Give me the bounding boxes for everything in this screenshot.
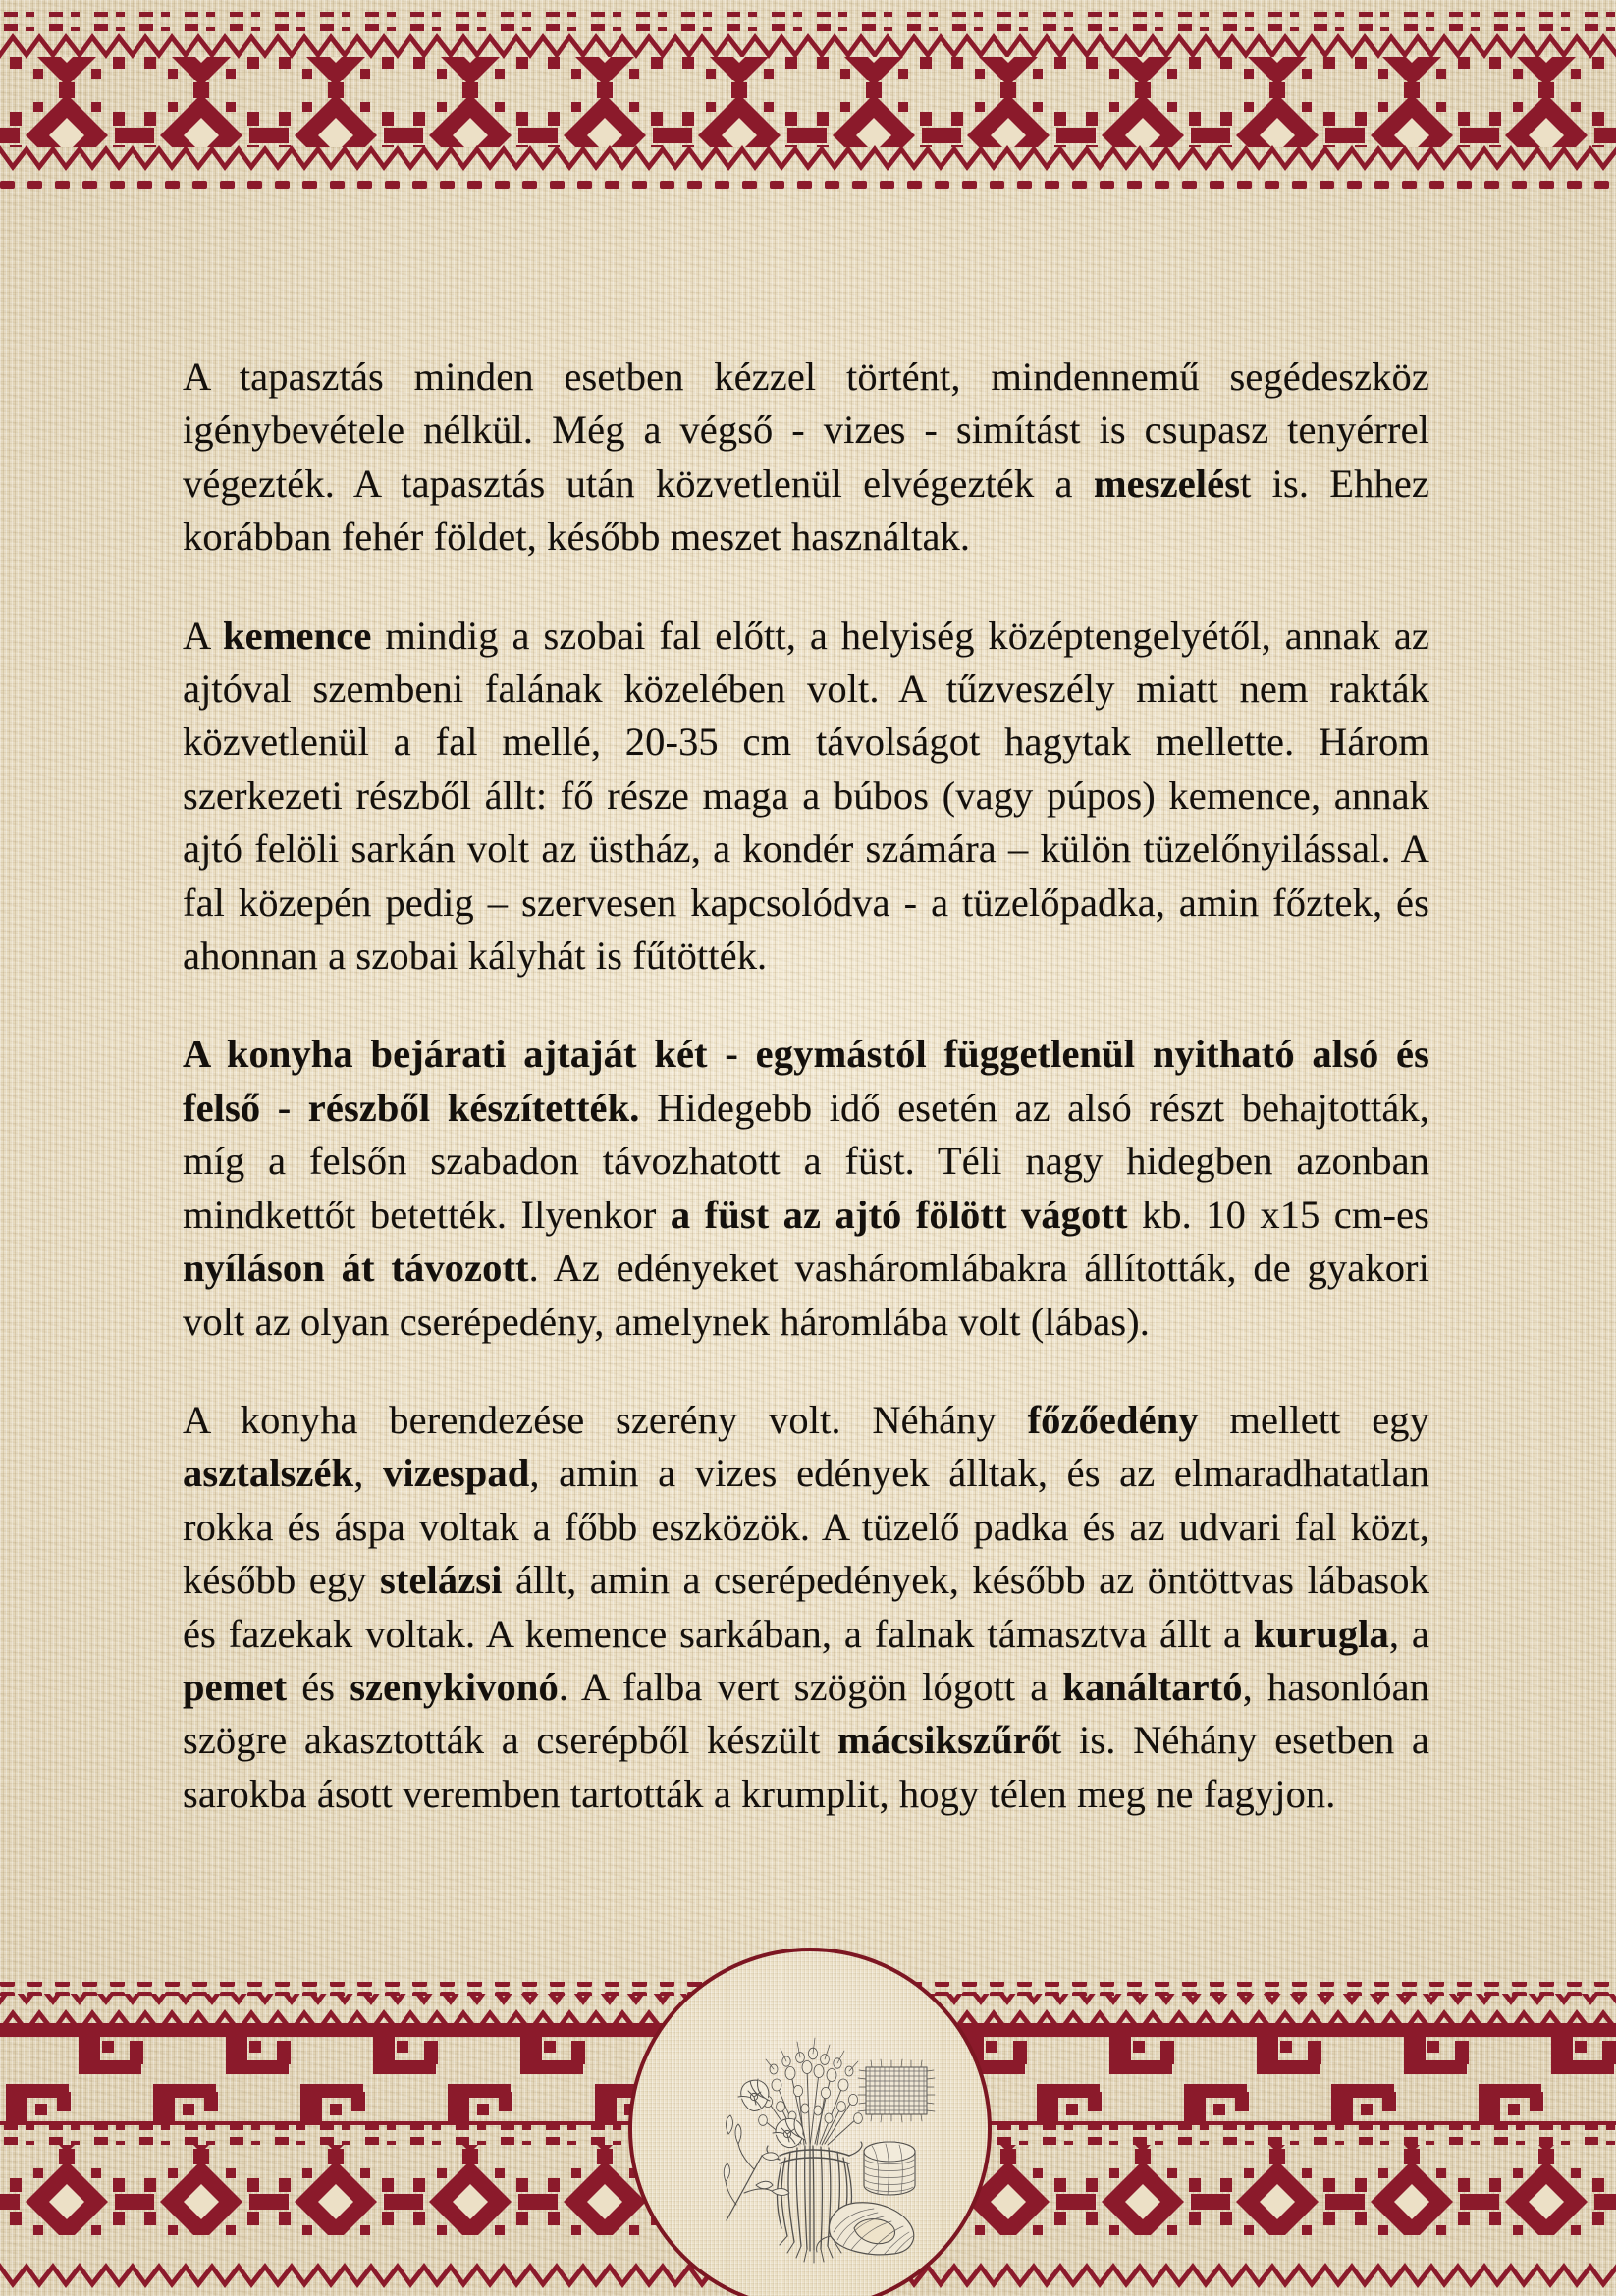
emphasis-term: pemet	[183, 1664, 288, 1709]
paragraph: A tapasztás minden esetben kézzel történt, mindennemű segédeszköz igénybevétele nélkül. Még a végső - vizes - simítást is csupasz tenyérrel végezték. A tapasztás után közvetlenül elvégezték a meszelést is. Ehhez korábban fehér földet, később meszet használtak.	[183, 354, 1429, 560]
paragraph: A konyha berendezése szerény volt. Néhány főzőedény mellett egy asztalszék, vizespad, amin a vizes edények álltak, és az elmaradhatatlan rokka és áspa voltak a főbb eszközök. A tüzelő padka és az udvari fal közt, később egy stelázsi állt, amin a cserépedények, később az öntöttvas lábasok és fazekak voltak. A kemence sarkában, a falnak támasztva állt a kurugla, a pemet és szenykivonó. A falba vert szögön lógott a kanáltartó, hasonlóan szögre akasztották a cserépből készült mácsikszűrőt is. Néhány esetben a sarokba ásott veremben tartották a krumplit, hogy télen meg ne fagyjon.	[183, 1397, 1430, 1816]
emphasis-term: főzőedény	[1027, 1397, 1199, 1442]
emphasis-term: asztalszék	[183, 1451, 354, 1496]
body-text-column	[183, 350, 1429, 1821]
emphasis-term: vizespad	[383, 1451, 530, 1496]
emphasis-term: stelázsi	[380, 1558, 503, 1603]
emphasis-term: kemence	[223, 613, 372, 658]
emphasis-term: a füst az ajtó fölött vágott	[670, 1192, 1128, 1237]
paragraph: A kemence mindig a szobai fal előtt, a helyiség középtengelyétől, annak az ajtóval szembeni falának közelében volt. A tűzveszély miatt nem rakták közvetlenül a fal mellé, 20-35 cm távolságot hagytak mellette. Három szerkezeti részből állt: fő része maga a búbos (vagy púpos) kemence, annak ajtó felöli sarkán volt az üstház, a kondér számára – külön tüzelőnyilással. A fal közepén pedig – szervesen kapcsolódva - a tüzelőpadka, amin főztek, és ahonnan a szobai kályhát is fűtötték.	[183, 613, 1429, 979]
emphasis-term: meszelés	[1093, 460, 1241, 506]
emphasis-term: nyíláson át távozott	[183, 1246, 529, 1291]
flax-sheaf-illustration	[632, 1951, 988, 2296]
emphasis-term: mácsikszűrő	[837, 1718, 1051, 1763]
folk-embroidery-border-top	[0, 0, 1616, 204]
paragraph: A konyha bejárati ajtaját két - egymástól függetlenül nyitható alsó és felső - részből készítették. Hidegebb idő esetén az alsó részt behajtották, míg a felsőn szabadon távozhatott a füst. Téli nagy hidegben azonban mindkettőt betették. Ilyenkor a füst az ajtó fölött vágott kb. 10 x15 cm-es nyíláson át távozott. Az edényeket vasháromlábakra állították, de gyakori volt az olyan cserépedény, amelynek háromlába volt (lábas).	[183, 1032, 1430, 1344]
flax-sheaf-medallion	[628, 1948, 992, 2296]
emphasis-term: kanáltartó	[1062, 1664, 1243, 1709]
emphasis-term: szenykivonó	[350, 1664, 559, 1709]
emphasis-term: A konyha bejárati ajtaját két - egymástól függetlenül nyitható alsó és felső - részből készítették.	[183, 1032, 1429, 1130]
emphasis-term: kurugla	[1253, 1611, 1389, 1656]
